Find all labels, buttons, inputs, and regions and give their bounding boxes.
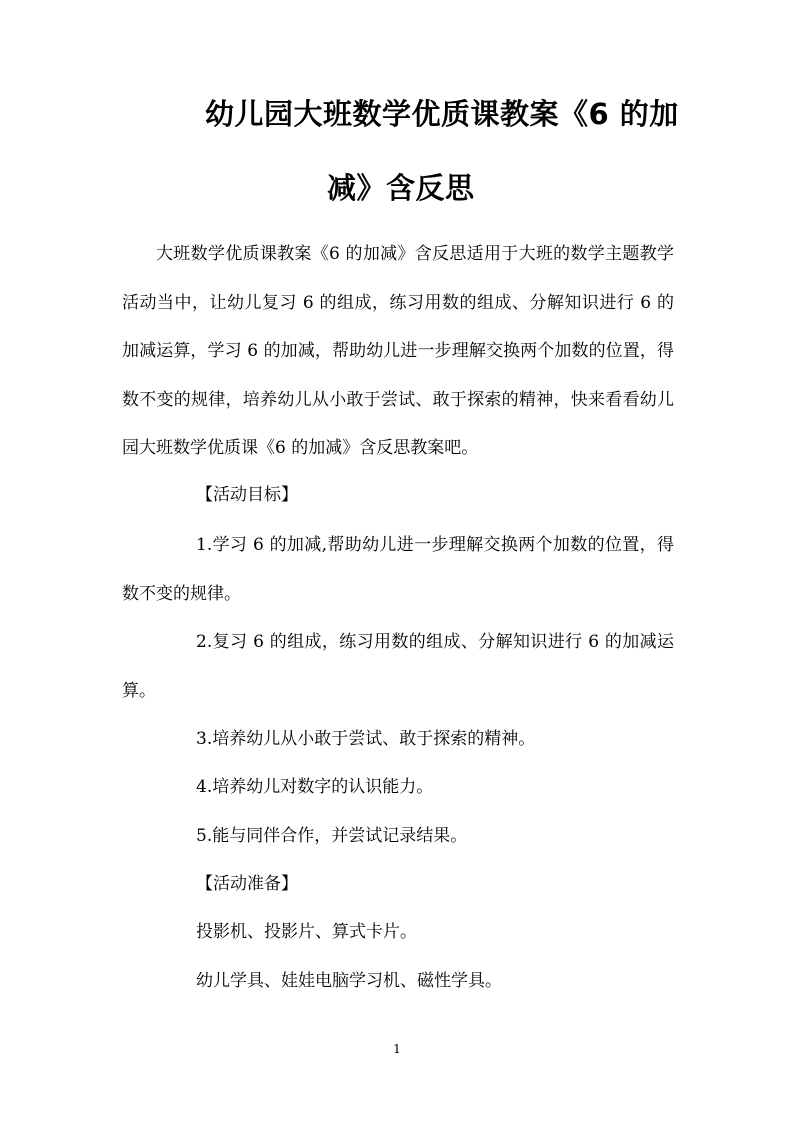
goal-item-3: 3.培养幼儿从小敢于尝试、敢于探索的精神。 — [196, 729, 536, 749]
page-number: 1 — [393, 1042, 401, 1056]
goal-item-4: 4.培养幼儿对数字的认识能力。 — [196, 777, 434, 797]
prep-item-2: 幼儿学具、娃娃电脑学习机、磁性学具。 — [196, 971, 502, 991]
prep-item-1: 投影机、投影片、算式卡片。 — [196, 922, 417, 942]
section-heading-preparation: 【活动准备】 — [196, 874, 298, 894]
section-heading-goals: 【活动目标】 — [196, 485, 298, 505]
goal-item-2: 2.复习 6 的组成，练习用数的组成、分解知识进行 6 的加减运算。 — [122, 632, 674, 701]
document-title-line-2: 减》含反思 — [327, 171, 475, 205]
intro-paragraph: 大班数学优质课教案《6 的加减》含反思适用于大班的数学主题教学活动当中，让幼儿复习 6 的组成，练习用数的组成、分解知识进行 6 的加减运算，学习 6 的加减，帮助幼儿进一步理解交换两个加数的位置，得数不变的规律，培养幼儿从小敢于尝试、敢于探索的精神，快来看看幼儿园大班数学优质课《6 的加减》含反思教案吧。 — [122, 244, 674, 458]
goal-item-1: 1.学习 6 的加减,帮助幼儿进一步理解交换两个加数的位置，得数不变的规律。 — [122, 535, 674, 604]
goal-item-5: 5.能与同伴合作，并尝试记录结果。 — [196, 826, 468, 846]
document-title-line-1: 幼儿园大班数学优质课教案《6 的加 — [205, 97, 679, 131]
